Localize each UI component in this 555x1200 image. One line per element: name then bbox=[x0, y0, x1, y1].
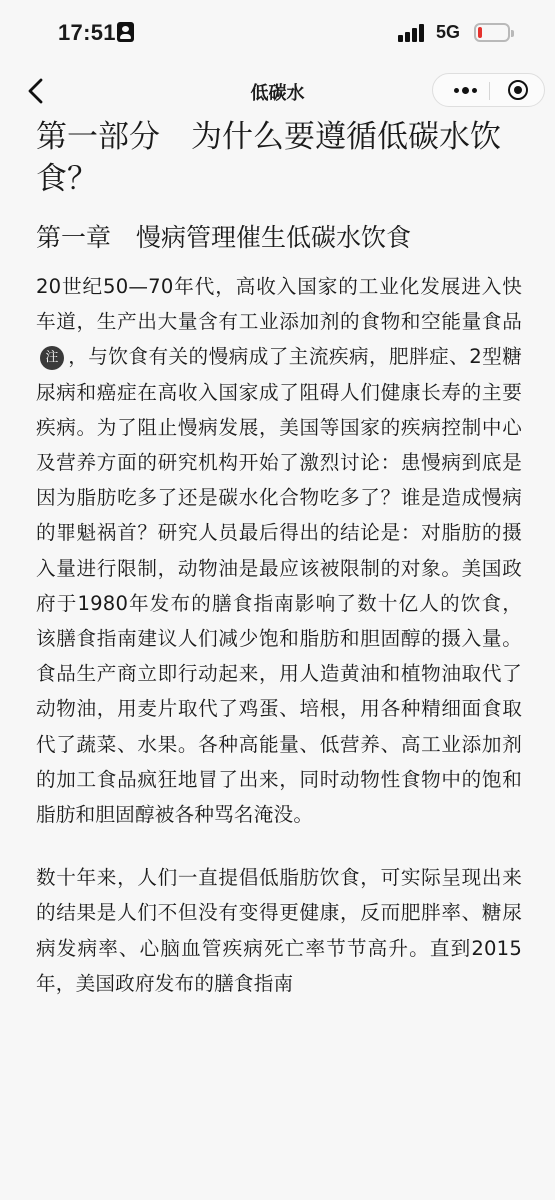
capsule-divider bbox=[489, 82, 490, 100]
part-title: 第一部分 为什么要遵循低碳水饮食？ bbox=[36, 119, 501, 197]
battery-low-icon bbox=[474, 23, 510, 42]
paragraph-text: ，与饮食有关的慢病成了主流疾病，肥胖症、2型糖尿病和癌症在高收入国家成了阻碍人们健康长寿的主要疾病。为了阻止慢病发展，美国等国家的疾病控制中心及营养方面的研究机构开始了激烈讨论：患慢病到底是因为脂肪吃多了还是碳水化合物吃多了？谁是造成慢病的罪魁祸首？研究人员最后得出的结论是：对脂肪的摄入量进行限制，动物油是最应该被限制的对象。美国政府于1980年发布的膳食指南影响了数十亿人的饮食，该膳食指南建议人们减少饱和脂肪和胆固醇的摄入量。食品生产商立即行动起来，用人造黄油和植物油取代了动物油，用麦片取代了鸡蛋、培根，用各种精细面食取代了蔬菜、水果。各种高能量、低营养、高工业添加剂的加工食品疯狂地冒了出来，同时动物性食物中的饱和脂肪和胆固醇被各种骂名淹没。 bbox=[36, 345, 522, 827]
article-paragraph bbox=[36, 269, 522, 832]
more-dots-icon[interactable] bbox=[443, 74, 489, 106]
article-paragraph: 数十年来，人们一直提倡低脂肪饮食，可实际呈现出来的结果是人们不但没有变得更健康，反而肥胖率、糖尿病发病率、心脑血管疾病死亡率节节高升。直到2015年，美国政府发布的膳食指南 bbox=[36, 866, 522, 995]
person-card-icon bbox=[117, 22, 134, 42]
network-type: 5G bbox=[436, 22, 461, 42]
chapter-title: 第一章 慢病管理催生低碳水饮食 bbox=[36, 223, 412, 252]
status-bar bbox=[0, 0, 555, 66]
nav-bar bbox=[0, 66, 555, 116]
paragraph-text: 20世纪50—70年代，高收入国家的工业化发展进入快车道，生产出大量含有工业添加剂的食物和空能量食品 bbox=[36, 275, 522, 334]
mini-program-capsule bbox=[432, 73, 545, 107]
article-content bbox=[36, 116, 522, 1001]
status-time: 17:51 bbox=[58, 20, 116, 45]
page-title: 低碳水 bbox=[250, 83, 305, 104]
cellular-signal-icon bbox=[398, 24, 428, 42]
footnote-icon[interactable]: 注 bbox=[40, 346, 64, 370]
target-close-icon[interactable] bbox=[493, 74, 543, 106]
